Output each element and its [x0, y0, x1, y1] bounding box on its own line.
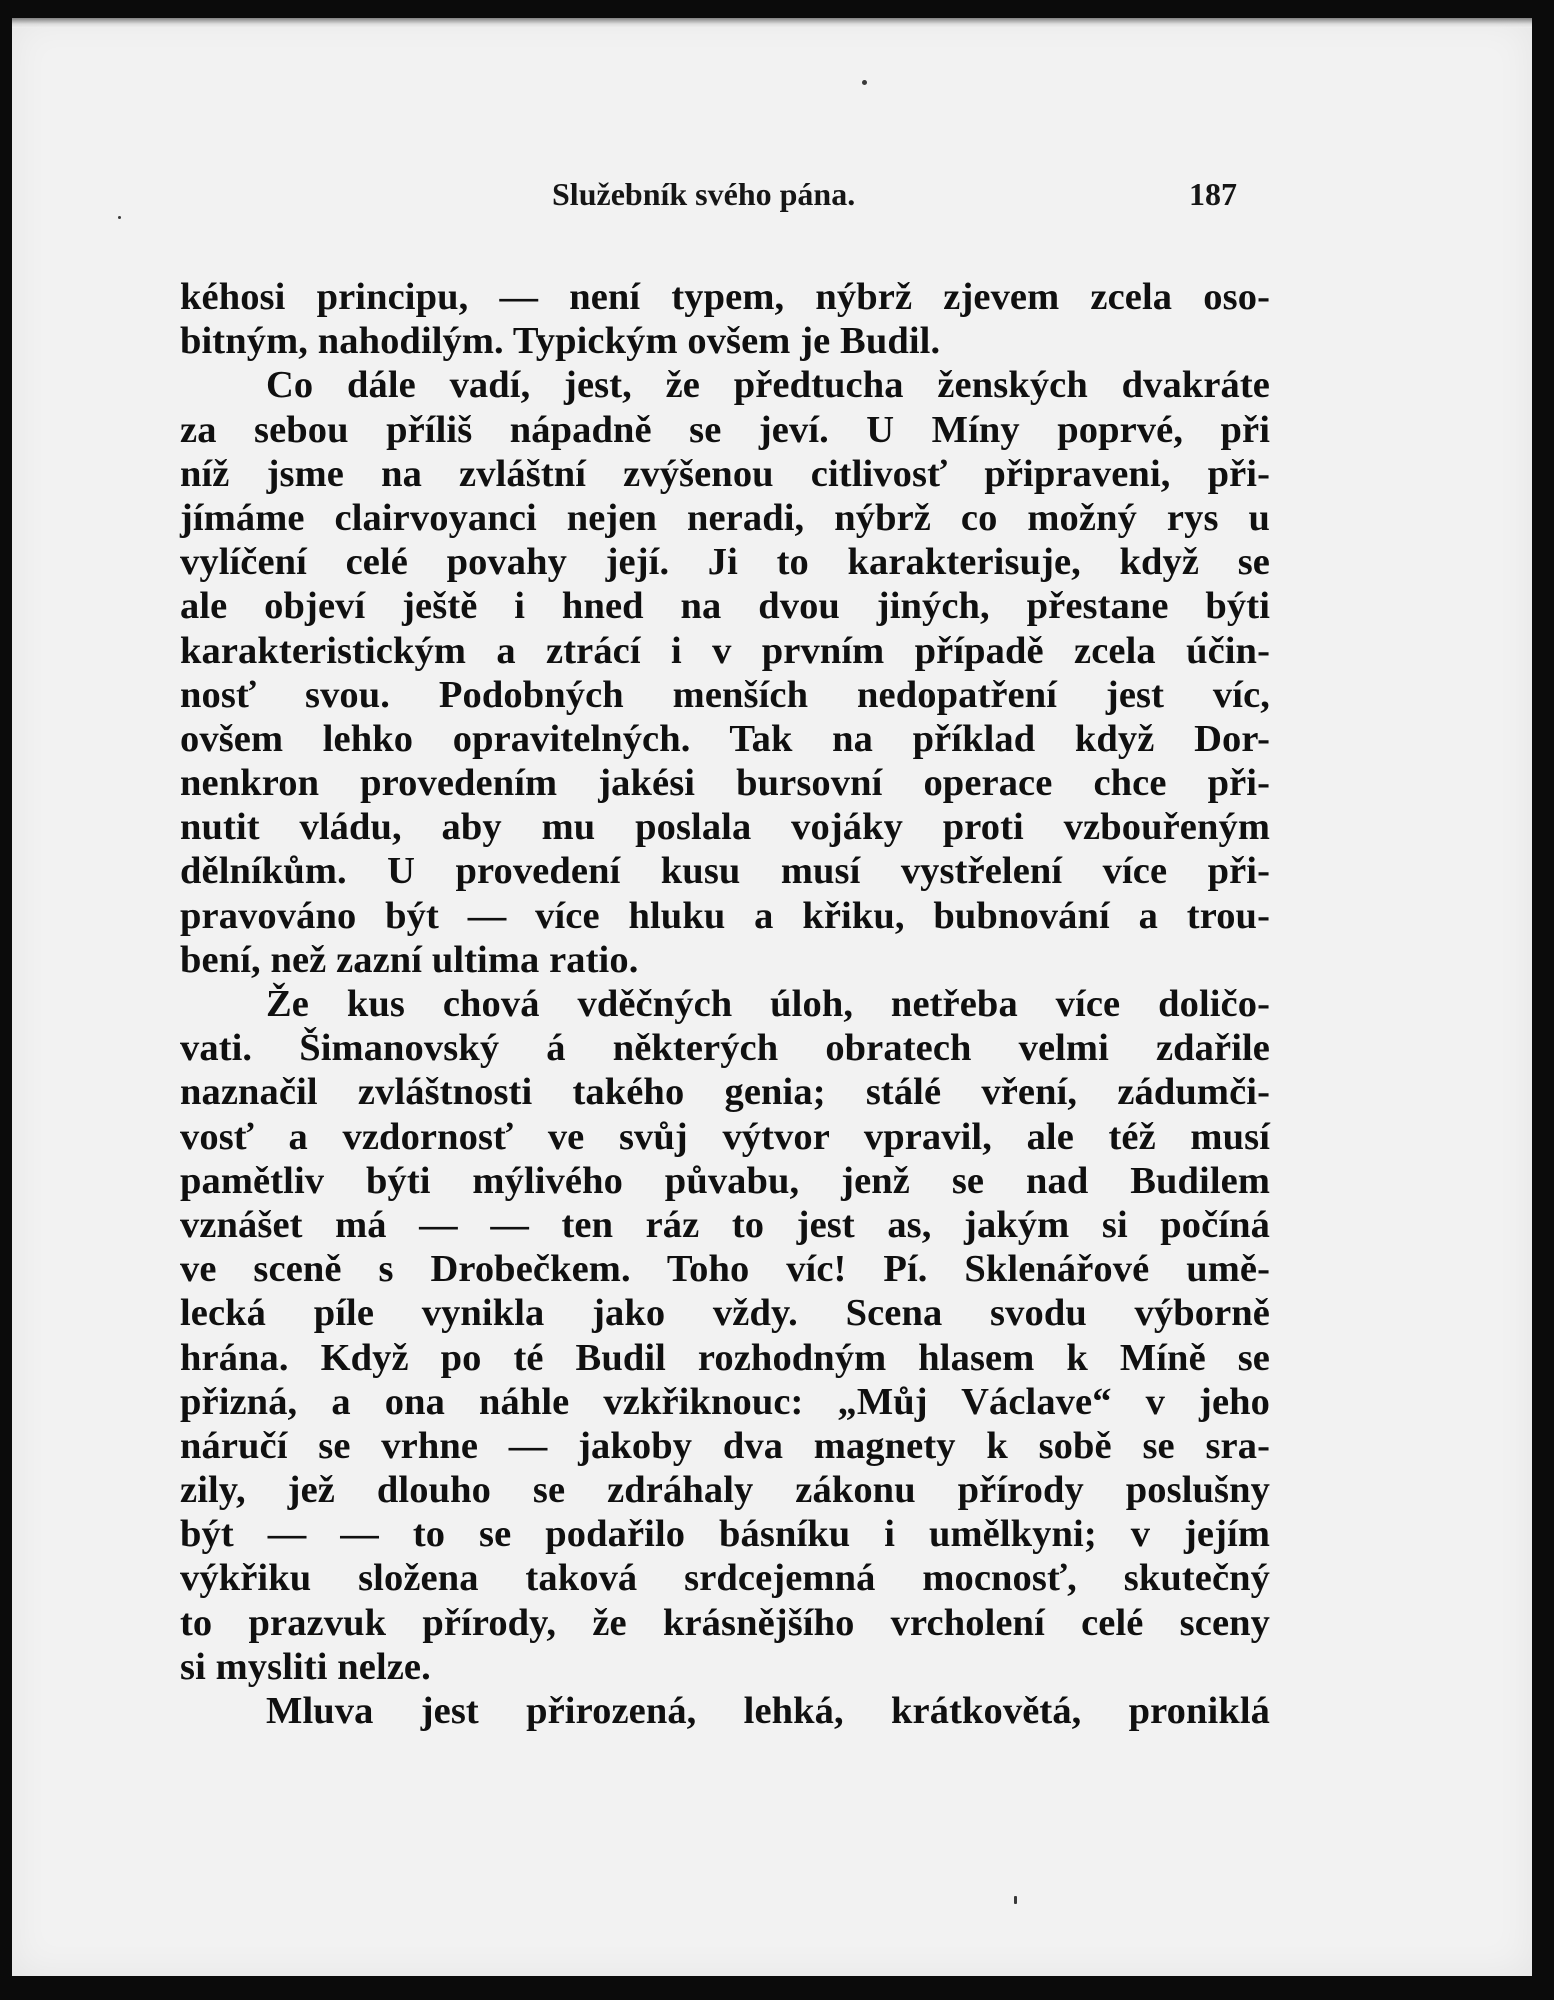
- text-line: Že kus chová vděčných úloh, netřeba více doličo-: [266, 983, 1270, 1025]
- text-line: vati. Šimanovský á některých obratech velmi zdařile: [180, 1027, 1270, 1070]
- text-line: být — — to se podařilo básníku i umělkyni; v jejím: [180, 1513, 1270, 1556]
- text-line: výkřiku složena taková srdcejemná mocnosť, skutečný: [180, 1557, 1270, 1600]
- text-line: vosť a vzdornosť ve svůj výtvor vpravil, ale též musí: [180, 1115, 1270, 1158]
- text-line: nosť svou. Podobných menších nedopatření jest víc,: [180, 673, 1270, 716]
- running-header: [542, 176, 1237, 226]
- page-number: 187: [1189, 176, 1237, 212]
- text-line: hrána. Když po té Budil rozhodným hlasem k Míně se: [180, 1336, 1270, 1379]
- text-line: ale objeví ještě i hned na dvou jiných, přestane býti: [180, 585, 1270, 628]
- text-line: níž jsme na zvláštní zvýšenou citlivosť připraveni, při-: [180, 452, 1270, 495]
- book-page: [12, 18, 1532, 1976]
- text-line: pravováno být — více hluku a křiku, bubnování a trou-: [180, 894, 1270, 937]
- text-line: přizná, a ona náhle vzkřiknouc: „Můj Václave“ v jeho: [180, 1380, 1270, 1423]
- text-line: naznačil zvláštnosti takého genia; stálé vření, zádumči-: [180, 1071, 1270, 1114]
- text-line: zily, jež dlouho se zdráhaly zákonu přírody poslušny: [180, 1469, 1270, 1512]
- text-line: bitným, nahodilým. Typickým ovšem je Budil.: [180, 320, 941, 363]
- text-line: bení, než zazní ultima ratio.: [180, 938, 639, 981]
- text-line: náručí se vrhne — jakoby dva magnety k sobě se sra-: [180, 1424, 1270, 1467]
- text-line: dělníkům. U provedení kusu musí vystřelení více při-: [180, 850, 1270, 893]
- print-speck: [1014, 1896, 1017, 1904]
- print-speck: [862, 80, 867, 85]
- text-line: Mluva jest přirozená, lehká, krátkovětá, proniklá: [266, 1690, 1270, 1732]
- page-top-edge: [12, 18, 1532, 28]
- body-text: [180, 275, 1270, 1733]
- text-line: pamětliv býti mýlivého půvabu, jenž se nad Budilem: [180, 1159, 1270, 1202]
- text-line: lecká píle vynikla jako vždy. Scena svodu výborně: [180, 1292, 1270, 1335]
- text-line: karakteristickým a ztrácí i v prvním případě zcela účin-: [180, 629, 1270, 672]
- text-line: za sebou příliš nápadně se jeví. U Míny poprvé, při: [180, 408, 1270, 451]
- running-title: Služebník svého pána.: [552, 176, 856, 212]
- text-line: vylíčení celé povahy její. Ji to karakterisuje, když se: [180, 541, 1270, 584]
- text-line: si mysliti nelze.: [180, 1645, 431, 1688]
- text-line: to prazvuk přírody, že krásnějšího vrcholení celé sceny: [180, 1601, 1270, 1644]
- text-line: Co dále vadí, jest, že předtucha ženských dvakráte: [266, 364, 1270, 407]
- text-line: nutit vládu, aby mu poslala vojáky proti vzbouřeným: [180, 806, 1270, 849]
- text-line: ovšem lehko opravitelných. Tak na příklad když Dor-: [180, 717, 1270, 760]
- text-line: kéhosi principu, — není typem, nýbrž zjevem zcela oso-: [180, 276, 1270, 318]
- text-line: ve sceně s Drobečkem. Toho víc! Pí. Sklenářové umě-: [180, 1248, 1270, 1291]
- text-line: vznášet má — — ten ráz to jest as, jakým si počíná: [180, 1203, 1270, 1246]
- print-speck: [118, 216, 121, 219]
- text-line: jímáme clairvoyanci nejen neradi, nýbrž co možný rys u: [180, 496, 1270, 539]
- text-line: nenkron provedením jakési bursovní operace chce při-: [180, 762, 1270, 805]
